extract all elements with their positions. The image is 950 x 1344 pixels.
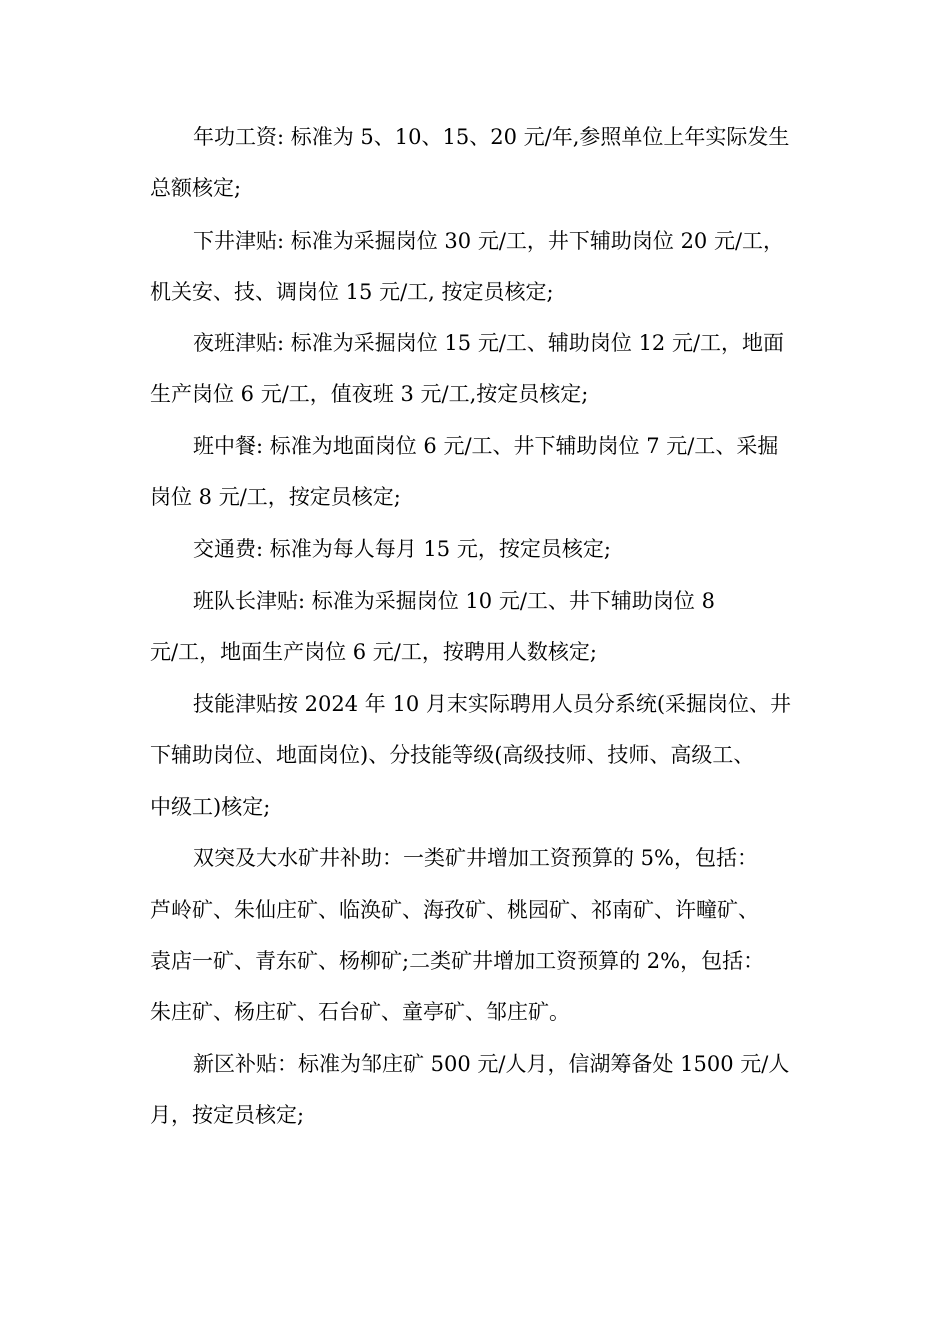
paragraph-mine-subsidy-line-2: 芦岭矿、朱仙庄矿、临涣矿、海孜矿、桃园矿、祁南矿、许疃矿、	[150, 898, 759, 922]
paragraph-shift-meal-line-1: 班中餐: 标准为地面岗位 6 元/工、井下辅助岗位 7 元/工、采掘	[193, 434, 779, 458]
paragraph-mine-subsidy-line-1: 双突及大水矿井补助：一类矿井增加工资预算的 5%，包括：	[193, 846, 758, 870]
paragraph-annual-wage-line-1: 年功工资: 标准为 5、10、15、20 元/年,参照单位上年实际发生	[193, 125, 790, 149]
paragraph-shift-meal-line-2: 岗位 8 元/工，按定员核定;	[150, 485, 401, 509]
paragraph-mine-subsidy-line-3: 袁店一矿、青东矿、杨柳矿;二类矿井增加工资预算的 2%，包括：	[150, 949, 765, 973]
paragraph-underground-allowance-line-2: 机关安、技、调岗位 15 元/工, 按定员核定;	[150, 280, 554, 304]
paragraph-new-area-subsidy-line-1: 新区补贴：标准为邹庄矿 500 元/人月，信湖筹备处 1500 元/人	[193, 1052, 790, 1076]
paragraph-skill-allowance-line-2: 下辅助岗位、地面岗位)、分技能等级(高级技师、技师、高级工、	[150, 743, 755, 767]
paragraph-new-area-subsidy-line-2: 月，按定员核定;	[150, 1103, 305, 1127]
paragraph-annual-wage-line-2: 总额核定;	[150, 176, 242, 200]
paragraph-night-shift-line-1: 夜班津贴: 标准为采掘岗位 15 元/工、辅助岗位 12 元/工，地面	[193, 331, 785, 355]
paragraph-team-leader-line-1: 班队长津贴: 标准为采掘岗位 10 元/工、井下辅助岗位 8	[193, 589, 715, 613]
paragraph-team-leader-line-2: 元/工，地面生产岗位 6 元/工，按聘用人数核定;	[150, 640, 597, 664]
paragraph-transport-fee: 交通费: 标准为每人每月 15 元，按定员核定;	[193, 537, 611, 561]
paragraph-mine-subsidy-line-4: 朱庄矿、杨庄矿、石台矿、童亭矿、邹庄矿。	[150, 1000, 570, 1024]
paragraph-skill-allowance-line-1: 技能津贴按 2024 年 10 月末实际聘用人员分系统(采掘岗位、井	[193, 692, 792, 716]
paragraph-skill-allowance-line-3: 中级工)核定;	[150, 795, 271, 819]
paragraph-night-shift-line-2: 生产岗位 6 元/工，值夜班 3 元/工,按定员核定;	[150, 382, 589, 406]
paragraph-underground-allowance-line-1: 下井津贴: 标准为采掘岗位 30 元/工，井下辅助岗位 20 元/工，	[193, 229, 785, 253]
